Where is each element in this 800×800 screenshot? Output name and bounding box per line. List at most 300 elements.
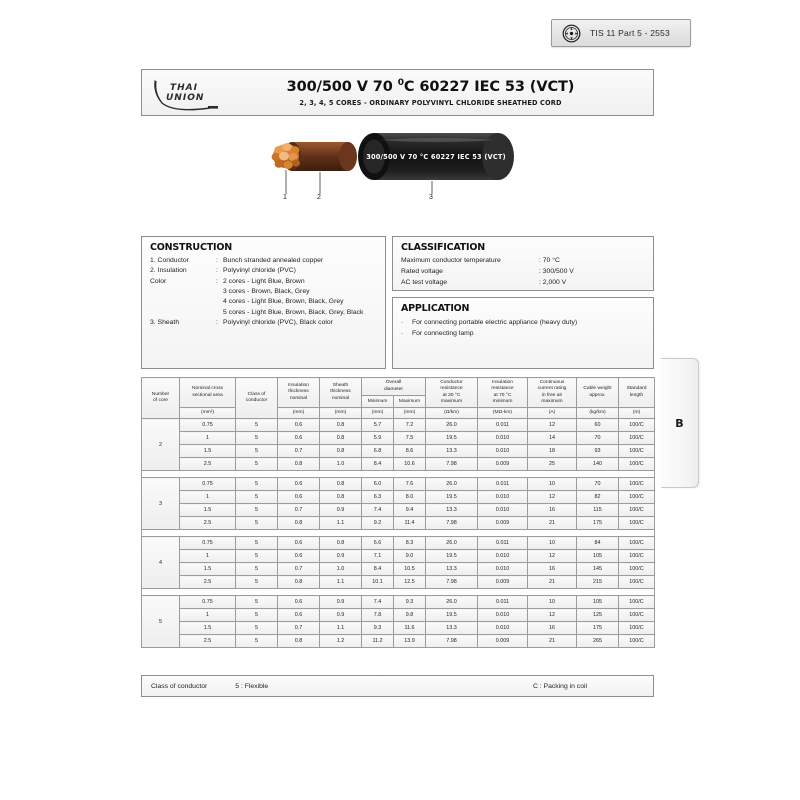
cell-cable-weight: 84 <box>577 537 619 550</box>
cell-conductor-resistance: 13.3 <box>426 504 478 517</box>
cell-class: 5 <box>236 517 278 530</box>
table-row <box>142 635 655 648</box>
construction-title: CONSTRUCTION <box>150 242 232 253</box>
construction-panel <box>141 236 386 369</box>
cell-insulation-resistance: 0.010 <box>478 550 528 563</box>
unit-insulation-resistance: (MΩ-km) <box>478 408 528 419</box>
cell-cable-weight: 265 <box>577 635 619 648</box>
cell-standard-length: 100/C <box>619 635 655 648</box>
title-text-pre: 300/500 V 70 <box>286 79 398 96</box>
table-row <box>142 491 655 504</box>
cell-conductor-resistance: 7.98 <box>426 517 478 530</box>
construction-colon <box>216 297 223 307</box>
callout-leader-lines <box>262 126 518 208</box>
cell-current-rating: 12 <box>528 491 577 504</box>
table-block-separator-cell <box>142 589 655 596</box>
cell-diameter-min: 5.7 <box>362 419 394 432</box>
table-header-row <box>142 378 655 396</box>
table-block-separator-cell <box>142 530 655 537</box>
table-row <box>142 458 655 471</box>
cell-nominal-area: 1 <box>180 550 236 563</box>
col-number-of-core: Number of core <box>142 378 180 419</box>
cell-current-rating: 10 <box>528 537 577 550</box>
cell-insulation-thickness: 0.7 <box>278 445 320 458</box>
cell-cable-weight: 70 <box>577 432 619 445</box>
construction-label <box>150 297 216 307</box>
application-panel <box>392 297 654 369</box>
cell-current-rating: 12 <box>528 550 577 563</box>
table-block-separator <box>142 530 655 537</box>
cell-number-of-core: 3 <box>142 478 180 530</box>
cell-class: 5 <box>236 504 278 517</box>
cell-current-rating: 16 <box>528 504 577 517</box>
cell-nominal-area: 2.5 <box>180 458 236 471</box>
construction-label <box>150 287 216 297</box>
cell-diameter-min: 11.2 <box>362 635 394 648</box>
cell-diameter-max: 7.5 <box>394 432 426 445</box>
cell-insulation-thickness: 0.6 <box>278 537 320 550</box>
classification-label: AC test voltage <box>401 278 448 286</box>
cell-nominal-area: 0.75 <box>180 596 236 609</box>
cell-diameter-min: 9.2 <box>362 517 394 530</box>
specification-table <box>141 377 655 648</box>
cell-current-rating: 10 <box>528 478 577 491</box>
table-row <box>142 478 655 491</box>
cell-nominal-area: 2.5 <box>180 635 236 648</box>
unit-sheath-thickness: (mm) <box>320 408 362 419</box>
cell-insulation-thickness: 0.8 <box>278 635 320 648</box>
specification-table-container <box>141 377 654 648</box>
cell-insulation-thickness: 0.8 <box>278 458 320 471</box>
cell-diameter-max: 13.9 <box>394 635 426 648</box>
cell-cable-weight: 70 <box>577 478 619 491</box>
cell-insulation-resistance: 0.009 <box>478 517 528 530</box>
footer-packing-note: C : Packing in coil <box>532 682 587 690</box>
cell-cable-weight: 82 <box>577 491 619 504</box>
cell-class: 5 <box>236 550 278 563</box>
section-tab-b[interactable] <box>661 358 699 488</box>
cell-diameter-min: 5.9 <box>362 432 394 445</box>
construction-row <box>150 318 377 328</box>
table-body <box>142 419 655 648</box>
cell-standard-length: 100/C <box>619 504 655 517</box>
application-title: APPLICATION <box>401 303 470 314</box>
construction-colon: : <box>216 257 218 264</box>
cell-diameter-min: 8.4 <box>362 563 394 576</box>
cell-diameter-max: 8.6 <box>394 445 426 458</box>
classification-row <box>401 267 645 278</box>
construction-row <box>150 297 377 307</box>
cell-diameter-max: 11.4 <box>394 517 426 530</box>
cell-diameter-max: 9.4 <box>394 504 426 517</box>
cell-insulation-thickness: 0.6 <box>278 550 320 563</box>
table-row <box>142 445 655 458</box>
cell-insulation-resistance: 0.010 <box>478 609 528 622</box>
cell-current-rating: 21 <box>528 635 577 648</box>
footer-class-value: 5 : Flexible <box>235 682 269 690</box>
cell-conductor-resistance: 19.5 <box>426 491 478 504</box>
svg-text:UNION: UNION <box>166 92 205 103</box>
construction-label: 2. Insulation <box>150 267 187 275</box>
construction-label: 1. Conductor <box>150 257 189 264</box>
col-standard-length: Standard length <box>619 378 655 408</box>
cell-current-rating: 12 <box>528 609 577 622</box>
tis-standard-text: TIS 11 Part 5 - 2553 <box>590 28 670 38</box>
cell-nominal-area: 2.5 <box>180 517 236 530</box>
construction-value: 3 cores - Brown, Black, Grey <box>223 287 310 295</box>
cell-insulation-thickness: 0.6 <box>278 478 320 491</box>
cell-insulation-thickness: 0.6 <box>278 432 320 445</box>
cell-diameter-max: 8.0 <box>394 491 426 504</box>
cell-insulation-thickness: 0.8 <box>278 576 320 589</box>
cell-current-rating: 14 <box>528 432 577 445</box>
col-class-of-conductor: Class of conductor <box>236 378 278 419</box>
cell-diameter-max: 7.6 <box>394 478 426 491</box>
cell-nominal-area: 1 <box>180 491 236 504</box>
cell-standard-length: 100/C <box>619 576 655 589</box>
col-insulation-resistance: Insulation resistance at 70 °C minimum <box>478 378 528 408</box>
cell-class: 5 <box>236 635 278 648</box>
cell-class: 5 <box>236 445 278 458</box>
cell-sheath-thickness: 1.1 <box>320 622 362 635</box>
cell-sheath-thickness: 0.8 <box>320 445 362 458</box>
cell-sheath-thickness: 0.8 <box>320 432 362 445</box>
table-row <box>142 622 655 635</box>
cell-insulation-resistance: 0.009 <box>478 576 528 589</box>
unit-overall-min: (mm) <box>362 408 394 419</box>
unit-cable-weight: (kg/km) <box>577 408 619 419</box>
table-row <box>142 563 655 576</box>
cell-diameter-min: 7.8 <box>362 609 394 622</box>
construction-colon: : <box>216 318 218 326</box>
cell-diameter-min: 6.6 <box>362 537 394 550</box>
application-item <box>401 328 645 339</box>
cell-nominal-area: 1 <box>180 432 236 445</box>
col-sheath-thickness: Sheath thickness nominal <box>320 378 362 408</box>
cell-standard-length: 100/C <box>619 432 655 445</box>
classification-title: CLASSIFICATION <box>401 242 486 253</box>
cell-number-of-core: 2 <box>142 419 180 471</box>
cell-insulation-thickness: 0.8 <box>278 517 320 530</box>
bullet-icon: · <box>401 330 404 337</box>
unit-conductor-resistance: (Ω/km) <box>426 408 478 419</box>
cell-sheath-thickness: 0.9 <box>320 550 362 563</box>
cell-diameter-max: 10.5 <box>394 563 426 576</box>
cell-class: 5 <box>236 596 278 609</box>
unit-standard-length: (m) <box>619 408 655 419</box>
cell-diameter-min: 9.3 <box>362 622 394 635</box>
cell-diameter-min: 6.8 <box>362 445 394 458</box>
cell-cable-weight: 175 <box>577 517 619 530</box>
cell-insulation-resistance: 0.011 <box>478 419 528 432</box>
table-block-separator-cell <box>142 471 655 478</box>
cell-conductor-resistance: 7.98 <box>426 576 478 589</box>
construction-row <box>150 266 377 276</box>
construction-value: Polyvinyl chloride (PVC) <box>223 267 296 275</box>
table-row <box>142 537 655 550</box>
footer-note <box>141 675 654 697</box>
cell-standard-length: 100/C <box>619 550 655 563</box>
cell-cable-weight: 115 <box>577 504 619 517</box>
cell-conductor-resistance: 19.5 <box>426 550 478 563</box>
cell-standard-length: 100/C <box>619 596 655 609</box>
cell-nominal-area: 1.5 <box>180 563 236 576</box>
cell-insulation-resistance: 0.010 <box>478 432 528 445</box>
product-title-bar <box>141 69 654 116</box>
cell-class: 5 <box>236 458 278 471</box>
callout-3-sheath: 3 <box>429 194 433 201</box>
cell-nominal-area: 1.5 <box>180 622 236 635</box>
construction-value: 4 cores - Light Blue, Brown, Black, Grey <box>223 298 344 306</box>
cell-conductor-resistance: 19.5 <box>426 609 478 622</box>
cell-insulation-thickness: 0.6 <box>278 609 320 622</box>
table-row <box>142 576 655 589</box>
table-row <box>142 609 655 622</box>
table-block-separator <box>142 589 655 596</box>
cell-diameter-max: 9.3 <box>394 596 426 609</box>
cell-insulation-thickness: 0.6 <box>278 491 320 504</box>
classification-value: : 300/500 V <box>539 267 574 275</box>
cell-current-rating: 21 <box>528 576 577 589</box>
cell-nominal-area: 1.5 <box>180 445 236 458</box>
construction-value: 2 cores - Light Blue, Brown <box>223 277 305 285</box>
cell-insulation-thickness: 0.7 <box>278 563 320 576</box>
cell-cable-weight: 215 <box>577 576 619 589</box>
col-conductor-resistance: Conductor resistance at 20 °C maximum <box>426 378 478 408</box>
table-block-separator <box>142 471 655 478</box>
cell-nominal-area: 2.5 <box>180 576 236 589</box>
cell-conductor-resistance: 26.0 <box>426 419 478 432</box>
cell-nominal-area: 1.5 <box>180 504 236 517</box>
application-body <box>393 317 653 339</box>
classification-label: Rated voltage <box>401 267 443 275</box>
cell-cable-weight: 125 <box>577 609 619 622</box>
cell-standard-length: 100/C <box>619 609 655 622</box>
cell-diameter-max: 12.5 <box>394 576 426 589</box>
construction-colon <box>216 287 223 297</box>
cell-sheath-thickness: 0.8 <box>320 537 362 550</box>
application-item <box>401 317 645 328</box>
col-nominal-area: Nominal cross sectional area <box>180 378 236 408</box>
cell-nominal-area: 0.75 <box>180 478 236 491</box>
tis-certification-mark-icon <box>562 24 581 43</box>
cell-diameter-max: 10.6 <box>394 458 426 471</box>
col-insulation-thickness: Insulation thickness nominal <box>278 378 320 408</box>
cell-insulation-resistance: 0.011 <box>478 478 528 491</box>
cell-standard-length: 100/C <box>619 622 655 635</box>
cell-conductor-resistance: 26.0 <box>426 478 478 491</box>
cell-class: 5 <box>236 491 278 504</box>
cell-diameter-min: 8.4 <box>362 458 394 471</box>
cell-sheath-thickness: 1.0 <box>320 458 362 471</box>
construction-colon <box>216 308 223 318</box>
cell-cable-weight: 60 <box>577 419 619 432</box>
cell-diameter-min: 7.1 <box>362 550 394 563</box>
construction-row <box>150 256 377 266</box>
cell-nominal-area: 0.75 <box>180 537 236 550</box>
cell-insulation-resistance: 0.010 <box>478 622 528 635</box>
construction-value: Polyvinyl chloride (PVC), Black color <box>223 318 333 326</box>
cell-standard-length: 100/C <box>619 445 655 458</box>
cell-standard-length: 100/C <box>619 491 655 504</box>
cell-current-rating: 18 <box>528 445 577 458</box>
cell-sheath-thickness: 0.9 <box>320 504 362 517</box>
construction-colon: : <box>216 267 218 275</box>
cell-conductor-resistance: 13.3 <box>426 622 478 635</box>
classification-body <box>393 256 653 289</box>
classification-value: : 2,000 V <box>539 278 567 286</box>
cell-class: 5 <box>236 432 278 445</box>
table-row <box>142 432 655 445</box>
cell-diameter-min: 10.1 <box>362 576 394 589</box>
cell-number-of-core: 5 <box>142 596 180 648</box>
cell-cable-weight: 175 <box>577 622 619 635</box>
application-item-text: For connecting portable electric appliance (heavy duty) <box>412 319 578 326</box>
table-row <box>142 596 655 609</box>
bullet-icon: · <box>401 319 404 326</box>
cell-class: 5 <box>236 419 278 432</box>
cell-insulation-resistance: 0.010 <box>478 504 528 517</box>
table-row <box>142 550 655 563</box>
cell-diameter-max: 9.0 <box>394 550 426 563</box>
cell-class: 5 <box>236 622 278 635</box>
cell-conductor-resistance: 7.98 <box>426 635 478 648</box>
thai-union-logo <box>142 70 248 115</box>
cell-conductor-resistance: 7.98 <box>426 458 478 471</box>
section-tab-label: B <box>675 416 684 430</box>
cell-standard-length: 100/C <box>619 563 655 576</box>
cell-diameter-min: 7.4 <box>362 596 394 609</box>
cell-cable-weight: 93 <box>577 445 619 458</box>
cell-current-rating: 16 <box>528 563 577 576</box>
cell-conductor-resistance: 13.3 <box>426 445 478 458</box>
cell-insulation-resistance: 0.010 <box>478 445 528 458</box>
construction-value: 5 cores - Light Blue, Brown, Black, Grey, Black <box>223 308 364 316</box>
cell-class: 5 <box>236 576 278 589</box>
cell-standard-length: 100/C <box>619 517 655 530</box>
cell-insulation-thickness: 0.7 <box>278 622 320 635</box>
cell-number-of-core: 4 <box>142 537 180 589</box>
classification-row <box>401 256 645 267</box>
cell-insulation-resistance: 0.011 <box>478 596 528 609</box>
unit-current-rating: (A) <box>528 408 577 419</box>
cell-diameter-min: 6.0 <box>362 478 394 491</box>
footer-class-label: Class of conductor <box>151 682 208 690</box>
table-units-row <box>142 408 655 419</box>
cell-class: 5 <box>236 563 278 576</box>
col-current-rating: Continuous current rating in free air maximum <box>528 378 577 408</box>
unit-nominal-area: (mm²) <box>180 408 236 419</box>
cell-current-rating: 16 <box>528 622 577 635</box>
construction-label: Color <box>150 277 167 285</box>
table-row <box>142 504 655 517</box>
cable-illustration <box>262 126 518 208</box>
cell-sheath-thickness: 0.8 <box>320 478 362 491</box>
page-title <box>248 78 613 96</box>
application-item-text: For connecting lamp <box>412 330 474 337</box>
construction-label: 3. Sheath <box>150 318 180 326</box>
callout-2-insulation: 2 <box>317 194 321 201</box>
cell-nominal-area: 0.75 <box>180 419 236 432</box>
table-row <box>142 419 655 432</box>
cell-standard-length: 100/C <box>619 458 655 471</box>
cell-diameter-min: 6.3 <box>362 491 394 504</box>
cell-cable-weight: 140 <box>577 458 619 471</box>
cell-class: 5 <box>236 537 278 550</box>
cell-sheath-thickness: 0.9 <box>320 609 362 622</box>
cell-standard-length: 100/C <box>619 478 655 491</box>
col-overall-min: Minimum <box>362 396 394 408</box>
cell-diameter-max: 11.6 <box>394 622 426 635</box>
title-degree-symbol: 0 <box>397 78 404 89</box>
col-overall-max: Maximum <box>394 396 426 408</box>
unit-overall-max: (mm) <box>394 408 426 419</box>
cell-standard-length: 100/C <box>619 537 655 550</box>
construction-row <box>150 308 377 318</box>
svg-text:THAI: THAI <box>170 82 198 93</box>
callout-1-conductor: 1 <box>283 194 287 201</box>
cell-current-rating: 10 <box>528 596 577 609</box>
classification-value: : 70 °C <box>539 257 560 264</box>
cell-nominal-area: 1 <box>180 609 236 622</box>
cell-sheath-thickness: 0.9 <box>320 596 362 609</box>
table-row <box>142 517 655 530</box>
thai-union-logo-icon <box>152 73 238 113</box>
construction-row <box>150 277 377 287</box>
cell-class: 5 <box>236 478 278 491</box>
unit-insulation-thickness: (mm) <box>278 408 320 419</box>
cell-diameter-max: 7.2 <box>394 419 426 432</box>
construction-row <box>150 287 377 297</box>
cell-insulation-thickness: 0.7 <box>278 504 320 517</box>
construction-value: Bunch stranded annealed copper <box>223 257 324 264</box>
cell-conductor-resistance: 26.0 <box>426 596 478 609</box>
title-text-post: C 60227 IEC 53 (VCT) <box>403 79 575 96</box>
cell-insulation-thickness: 0.6 <box>278 419 320 432</box>
classification-row <box>401 278 645 289</box>
cell-diameter-max: 8.3 <box>394 537 426 550</box>
col-overall-diameter: Overall diameter <box>362 378 426 396</box>
classification-label: Maximum conductor temperature <box>401 257 501 264</box>
cell-cable-weight: 145 <box>577 563 619 576</box>
cell-sheath-thickness: 0.8 <box>320 419 362 432</box>
cell-standard-length: 100/C <box>619 419 655 432</box>
cell-sheath-thickness: 1.1 <box>320 576 362 589</box>
cell-sheath-thickness: 1.1 <box>320 517 362 530</box>
cell-conductor-resistance: 26.0 <box>426 537 478 550</box>
cell-diameter-min: 7.4 <box>362 504 394 517</box>
construction-label <box>150 308 216 318</box>
construction-body <box>142 256 385 328</box>
cell-cable-weight: 105 <box>577 596 619 609</box>
tis-standard-tag <box>551 19 691 47</box>
cell-diameter-max: 9.8 <box>394 609 426 622</box>
cell-current-rating: 12 <box>528 419 577 432</box>
cell-insulation-thickness: 0.6 <box>278 596 320 609</box>
cell-insulation-resistance: 0.010 <box>478 491 528 504</box>
col-cable-weight: Cable weight approx. <box>577 378 619 408</box>
page-subtitle: 2, 3, 4, 5 CORES - ORDINARY POLYVINYL CHLORIDE SHEATHED CORD <box>299 98 562 107</box>
cell-class: 5 <box>236 609 278 622</box>
cell-conductor-resistance: 19.5 <box>426 432 478 445</box>
cell-cable-weight: 105 <box>577 550 619 563</box>
cell-sheath-thickness: 0.8 <box>320 491 362 504</box>
cell-insulation-resistance: 0.009 <box>478 458 528 471</box>
cell-conductor-resistance: 13.3 <box>426 563 478 576</box>
classification-panel <box>392 236 654 291</box>
cell-sheath-thickness: 1.0 <box>320 563 362 576</box>
cell-insulation-resistance: 0.010 <box>478 563 528 576</box>
